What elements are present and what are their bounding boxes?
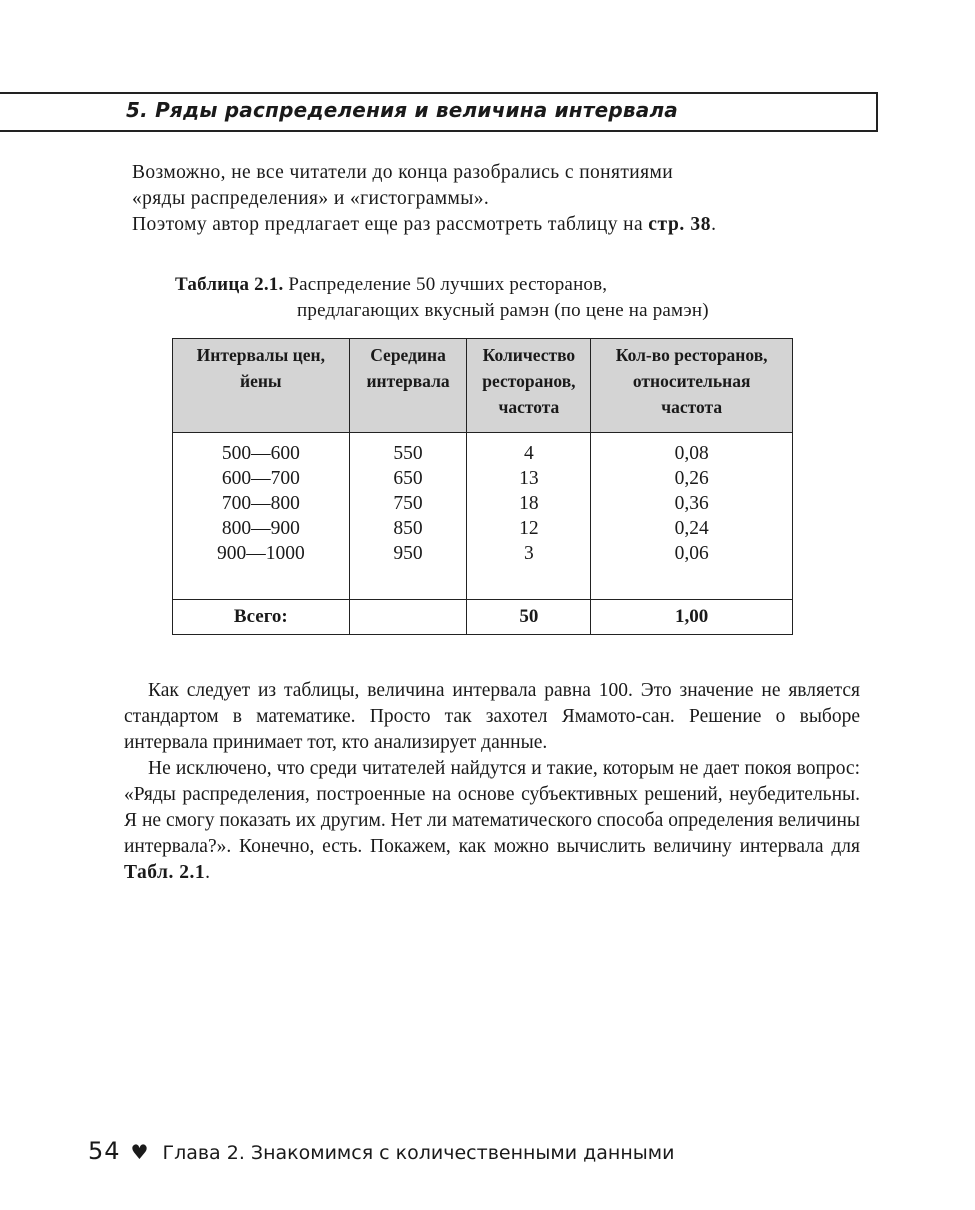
column-relative-frequency xyxy=(591,433,793,600)
table-cell: 4 xyxy=(524,443,534,464)
table-cell: 12 xyxy=(519,518,539,539)
intro-text xyxy=(132,160,852,238)
header-line: относительная xyxy=(632,371,751,391)
table-cell: 900—1000 xyxy=(216,543,305,564)
table-caption-line2: предлагающих вкусный рамэн (по цене на рамэн) xyxy=(297,300,709,321)
total-label: Всего: xyxy=(173,600,350,635)
total-relative-frequency: 1,00 xyxy=(591,600,793,635)
chapter-title: Глава 2. Знакомимся с количественными данными xyxy=(162,1142,675,1164)
table-total-row xyxy=(173,600,793,635)
header-line: частота xyxy=(661,397,723,417)
column-midpoint xyxy=(349,433,467,600)
header-line: частота xyxy=(498,397,560,417)
body-text xyxy=(124,678,860,886)
table-caption xyxy=(175,272,815,324)
table-cell: 0,24 xyxy=(674,518,709,539)
header-line: ресторанов, xyxy=(482,371,576,391)
table-caption-label: Таблица 2.1. xyxy=(175,274,284,295)
paragraph-text: Не исключено, что среди читателей найдутся и такие, которым не дает покоя вопрос: «Ряды распределения, построенные на основе субъективных решений, неубедительны. Я не смогу показать их другим. Нет ли математического способа определения величины интервала?». Конечно, есть. Покажем, как можно вычислить величину интервала для xyxy=(124,758,860,857)
intro-line: «ряды распределения» и «гистограммы». xyxy=(132,188,490,209)
table-caption-line1: Распределение 50 лучших ресторанов, xyxy=(283,274,608,295)
table-cell: 800—900 xyxy=(221,518,300,539)
paragraph-end: . xyxy=(205,862,210,883)
page-footer xyxy=(88,1137,674,1165)
table-cell: 750 xyxy=(393,493,423,514)
header-price-intervals xyxy=(173,339,350,433)
table-cell: 950 xyxy=(393,543,423,564)
table-cell: 13 xyxy=(519,468,539,489)
table-cell: 3 xyxy=(524,543,534,564)
intro-line-text: Поэтому автор предлагает еще раз рассмотреть таблицу на xyxy=(132,214,649,235)
heart-icon: ♥ xyxy=(130,1140,149,1164)
table-cell: 500—600 xyxy=(221,443,300,464)
section-header xyxy=(0,92,878,132)
total-frequency: 50 xyxy=(467,600,591,635)
table-cell: 0,08 xyxy=(674,443,709,464)
paragraph xyxy=(124,756,860,886)
table-cell: 850 xyxy=(393,518,423,539)
header-line: йены xyxy=(240,371,282,391)
header-line: Количество xyxy=(482,345,576,365)
table-cell: 700—800 xyxy=(221,493,300,514)
table-body-row xyxy=(173,433,793,600)
distribution-table xyxy=(172,338,793,635)
table-cell: 0,26 xyxy=(674,468,709,489)
table-cell: 550 xyxy=(393,443,423,464)
table-header-row xyxy=(173,339,793,433)
table-cell: 0,36 xyxy=(674,493,709,514)
intro-line-end: . xyxy=(711,214,717,235)
header-midpoint xyxy=(349,339,467,433)
column-frequency xyxy=(467,433,591,600)
table-cell: 650 xyxy=(393,468,423,489)
header-line: Интервалы цен, xyxy=(196,345,325,365)
page-reference: стр. 38 xyxy=(648,214,712,235)
header-frequency xyxy=(467,339,591,433)
table-reference: Табл. 2.1 xyxy=(124,862,206,883)
header-line: Кол-во ресторанов, xyxy=(615,345,768,365)
intro-line xyxy=(132,212,852,238)
table-cell: 600—700 xyxy=(221,468,300,489)
table-cell: 0,06 xyxy=(674,543,709,564)
table-cell: 18 xyxy=(519,493,539,514)
column-price-intervals xyxy=(173,433,350,600)
intro-line: Возможно, не все читатели до конца разобрались с понятиями xyxy=(132,162,674,183)
header-line: Середина xyxy=(370,345,446,365)
total-midpoint xyxy=(349,600,467,635)
paragraph: Как следует из таблицы, величина интервала равна 100. Это значение не является стандартом в математике. Просто так захотел Ямамото-сан. Решение о выборе интервала принимает тот, кто анализирует данные. xyxy=(124,680,860,753)
header-relative-frequency xyxy=(591,339,793,433)
page-number: 54 xyxy=(88,1137,121,1165)
section-title: 5. Ряды распределения и величина интервала xyxy=(126,98,678,122)
header-line: интервала xyxy=(366,371,450,391)
